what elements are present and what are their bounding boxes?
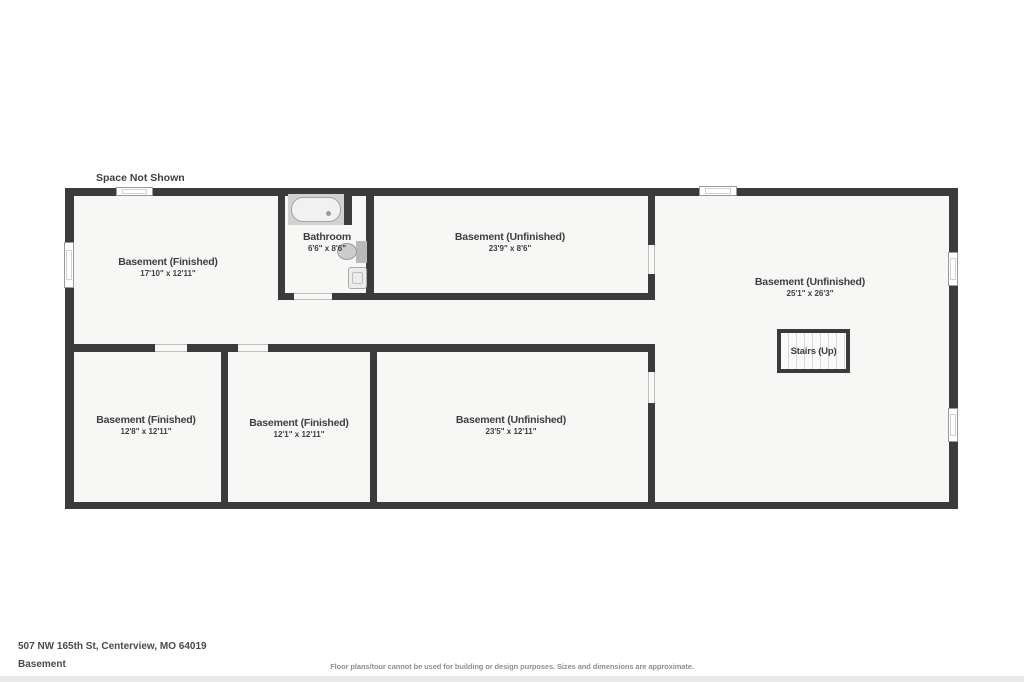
room-name: Basement (Unfinished) xyxy=(455,414,567,426)
room-label-basement-unfinished-1 xyxy=(400,231,620,253)
stairs-label: Stairs (Up) xyxy=(790,345,837,357)
door-opening xyxy=(648,372,655,403)
window-icon xyxy=(699,186,737,196)
room-name: Basement (Unfinished) xyxy=(454,231,566,243)
wall-segment xyxy=(949,188,958,509)
wall-segment xyxy=(278,190,285,300)
wall-segment xyxy=(344,190,352,225)
room-dims: 12'8" x 12'11" xyxy=(120,427,172,437)
room-label-basement-finished-2 xyxy=(76,414,216,436)
wall-segment xyxy=(366,190,374,300)
bathtub-basin xyxy=(291,197,341,222)
wall-segment xyxy=(65,502,958,509)
room-name: Basement (Finished) xyxy=(118,256,218,268)
room-label-basement-finished-3 xyxy=(229,417,369,439)
bathtub-icon xyxy=(288,194,344,225)
room-label-basement-unfinished-2 xyxy=(700,276,920,298)
wall-segment xyxy=(65,344,155,352)
room-label-basement-unfinished-3 xyxy=(401,414,621,436)
footer-disclaimer: Floor plans/tour cannot be used for building or design purposes. Sizes and dimensions are approximate. xyxy=(330,662,694,671)
room-dims: 12'1" x 12'11" xyxy=(273,430,325,440)
door-opening xyxy=(155,344,187,352)
room-dims: 25'1" x 26'3" xyxy=(786,289,834,299)
bathtub-drain xyxy=(326,211,331,216)
wall-segment xyxy=(648,344,655,372)
room-name: Basement (Finished) xyxy=(96,414,196,426)
room-name: Bathroom xyxy=(303,231,351,243)
wall-segment xyxy=(187,344,238,352)
wall-segment xyxy=(332,293,655,300)
wall-segment xyxy=(278,293,294,300)
door-opening xyxy=(648,245,655,274)
wall-segment xyxy=(221,344,228,509)
wall-segment xyxy=(370,344,377,509)
footer-address: 507 NW 165th St, Centerview, MO 64019 xyxy=(18,641,207,652)
room-dims: 6'6" x 8'6" xyxy=(307,244,347,254)
window-icon xyxy=(948,252,958,286)
room-name: Basement (Unfinished) xyxy=(754,276,866,288)
sink-icon xyxy=(348,267,367,289)
room-name: Basement (Finished) xyxy=(249,417,349,429)
wall-segment xyxy=(648,403,655,509)
footer-floor-name: Basement xyxy=(18,659,66,670)
room-dims: 23'5" x 12'11" xyxy=(485,427,537,437)
space-not-shown-label: Space Not Shown xyxy=(96,172,185,184)
room-label-bathroom xyxy=(289,231,365,253)
room-dims: 17'10" x 12'11" xyxy=(140,269,196,279)
sink-basin xyxy=(352,272,363,284)
door-opening xyxy=(294,293,332,300)
wall-segment xyxy=(65,188,958,196)
wall-segment xyxy=(268,344,655,352)
door-opening xyxy=(238,344,268,352)
window-icon xyxy=(116,187,153,196)
stairs-icon xyxy=(777,329,850,373)
footer-bottom-strip xyxy=(0,676,1024,682)
window-icon xyxy=(948,408,958,442)
room-label-basement-finished-1 xyxy=(68,256,268,278)
wall-segment xyxy=(648,190,655,245)
room-dims: 23'9" x 8'6" xyxy=(488,244,532,254)
